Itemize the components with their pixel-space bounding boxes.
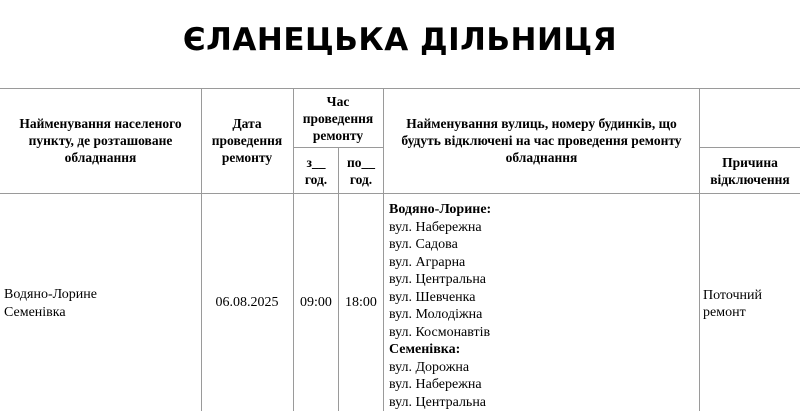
- header-settlement: Найменування населеного пункту, де розташоване обладнання: [19, 116, 182, 165]
- col-divider-3: [338, 147, 339, 411]
- col-divider-5: [699, 88, 700, 411]
- page-title: ЄЛАНЕЦЬКА ДІЛЬНИЦЯ: [182, 22, 618, 58]
- street-item: вул. Центральна: [389, 394, 487, 410]
- col-divider-1: [201, 88, 202, 411]
- header-date: Дата проведення ремонту: [211, 116, 283, 165]
- row-settlement: [4, 286, 197, 322]
- header-bottom-border: [0, 193, 800, 194]
- row-date: 06.08.2025: [215, 295, 279, 311]
- street-item: вул. Аграрна: [389, 254, 466, 270]
- header-reason: Причина відключення: [710, 154, 790, 187]
- street-item: вул. Космонавтів: [389, 324, 491, 340]
- street-item: вул. Дорожна: [389, 359, 470, 375]
- street-item: вул. Садова: [389, 237, 458, 252]
- col-divider-2: [293, 88, 294, 411]
- header-time: Час проведення ремонту: [302, 93, 374, 143]
- street-item: вул. Молодіжна: [389, 307, 483, 322]
- row-reason: Поточний ремонт: [703, 287, 763, 320]
- street-group-place: Водяно-Лорине:: [389, 202, 492, 217]
- row-time-from: 09:00: [300, 295, 332, 311]
- street-item: вул. Шевченка: [389, 289, 476, 305]
- row-time-to: 18:00: [345, 295, 377, 311]
- street-item: вул. Набережна: [389, 377, 482, 392]
- row-streets: [389, 201, 694, 411]
- settlement-name-2: Семенівка: [4, 304, 66, 320]
- header-time-to: по__ год.: [346, 154, 376, 187]
- street-item: вул. Набережна: [389, 219, 482, 235]
- header-streets: Найменування вулиць, номеру будинків, що будуть відключені на час проведення ремонту обладнання: [401, 116, 682, 165]
- col-divider-4: [383, 88, 384, 411]
- street-item: вул. Центральна: [389, 272, 487, 287]
- settlement-name-1: Водяно-Лорине: [4, 287, 97, 302]
- street-group-place: Семенівка:: [389, 342, 461, 357]
- header-time-from: з__ год.: [304, 154, 328, 187]
